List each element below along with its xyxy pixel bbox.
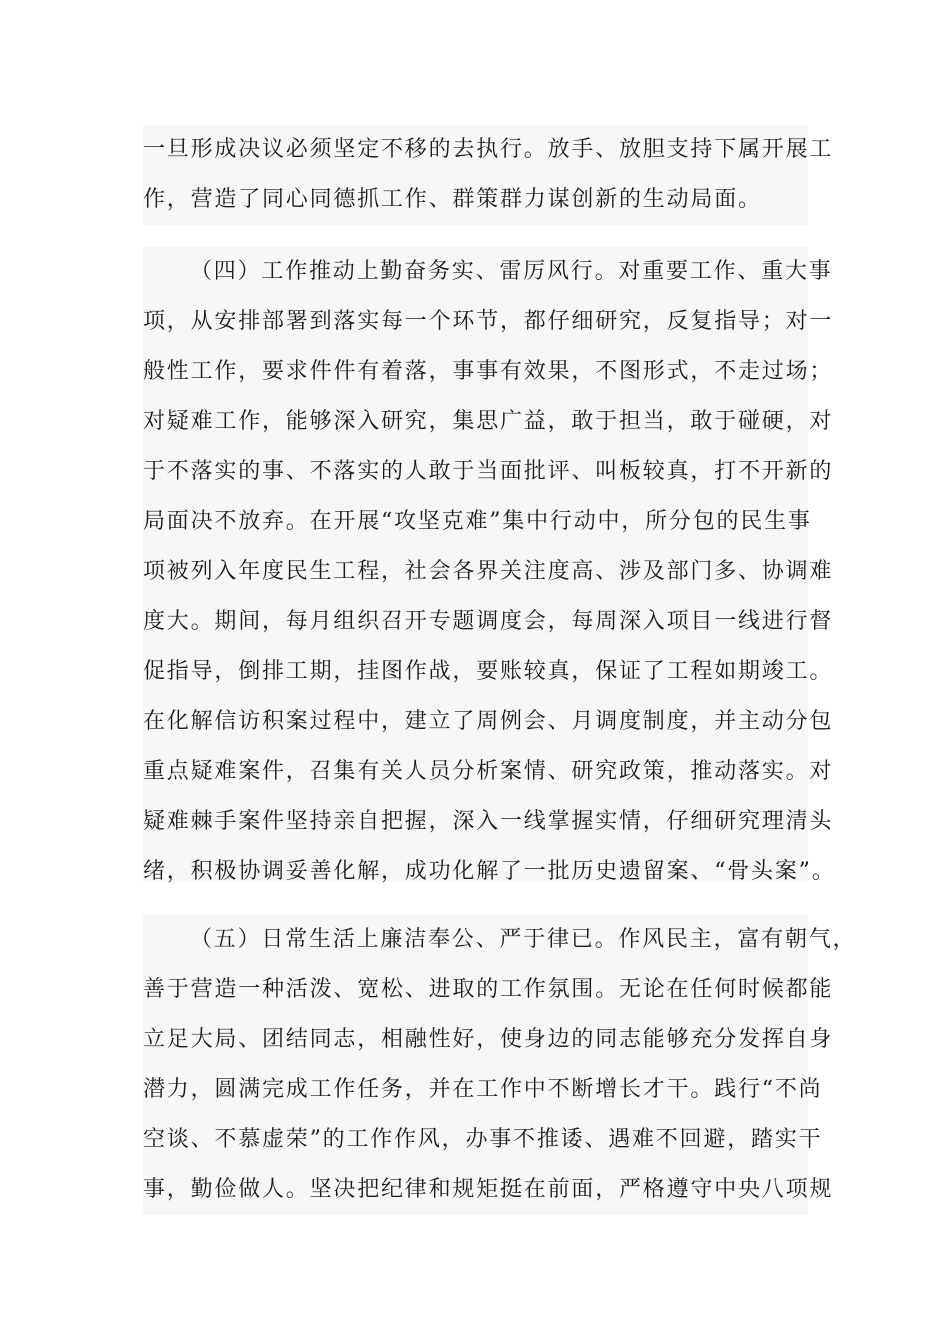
text-line: 绪，积极协调妥善化解，成功化解了一批历史遗留案、“骨头案”。 (143, 859, 836, 884)
text-line: 项，从安排部署到落实每一个环节，都仔细研究，反复指导；对一 (143, 309, 834, 334)
text-line: 善于营造一种活泼、宽松、进取的工作氛围。无论在任何时候都能 (143, 977, 834, 1002)
text-line: 一旦形成决议必须坚定不移的去执行。放手、放胆支持下属开展工 (143, 137, 834, 162)
text-line: 重点疑难案件，召集有关人员分析案情、研究政策，推动落实。对 (143, 759, 834, 784)
text-line: 疑难棘手案件坚持亲自把握，深入一线掌握实情，仔细研究理清头 (143, 809, 834, 834)
text-line: 促指导，倒排工期，挂图作战，要账较真，保证了工程如期竣工。 (143, 659, 834, 684)
text-line: 般性工作，要求件件有着落，事事有效果，不图形式，不走过场； (143, 359, 834, 384)
paragraph-continuation (143, 125, 834, 225)
paragraph-heading-line: （四）工作推动上勤奋务实、雷厉风行。对重要工作、重大事 (190, 259, 833, 284)
text-line: 潜力，圆满完成工作任务，并在工作中不断增长才干。践行“不尚 (143, 1077, 823, 1102)
text-line: 项被列入年度民生工程，社会各界关注度高、涉及部门多、协调难 (143, 559, 834, 584)
text-line: 度大。期间，每月组织召开专题调度会，每周深入项目一线进行督 (143, 609, 834, 634)
paragraph-section-4 (143, 247, 836, 884)
text-line: 在化解信访积案过程中，建立了周例会、月调度制度，并主动分包 (143, 709, 834, 734)
text-line: 事，勤俭做人。坚决把纪律和规矩挺在前面，严格遵守中央八项规 (143, 1177, 834, 1202)
text-line: 对疑难工作，能够深入研究，集思广益，敢于担当，敢于碰硬，对 (143, 409, 834, 434)
text-line: 空谈、不慕虚荣”的工作作风，办事不推诿、遇难不回避，踏实干 (143, 1127, 823, 1152)
text-line: 于不落实的事、不落实的人敢于当面批评、叫板较真，打不开新的 (143, 459, 834, 484)
paragraph-section-5 (143, 915, 857, 1215)
paragraph-heading-line: （五）日常生活上廉洁奉公、严于律已。作风民主，富有朝气， (190, 927, 857, 952)
text-line: 局面决不放弃。在开展“攻坚克难”集中行动中，所分包的民生事 (143, 509, 812, 534)
text-line: 作，营造了同心同德抓工作、群策群力谋创新的生动局面。 (143, 187, 762, 212)
text-line: 立足大局、团结同志，相融性好，使身边的同志能够充分发挥自身 (143, 1027, 834, 1052)
